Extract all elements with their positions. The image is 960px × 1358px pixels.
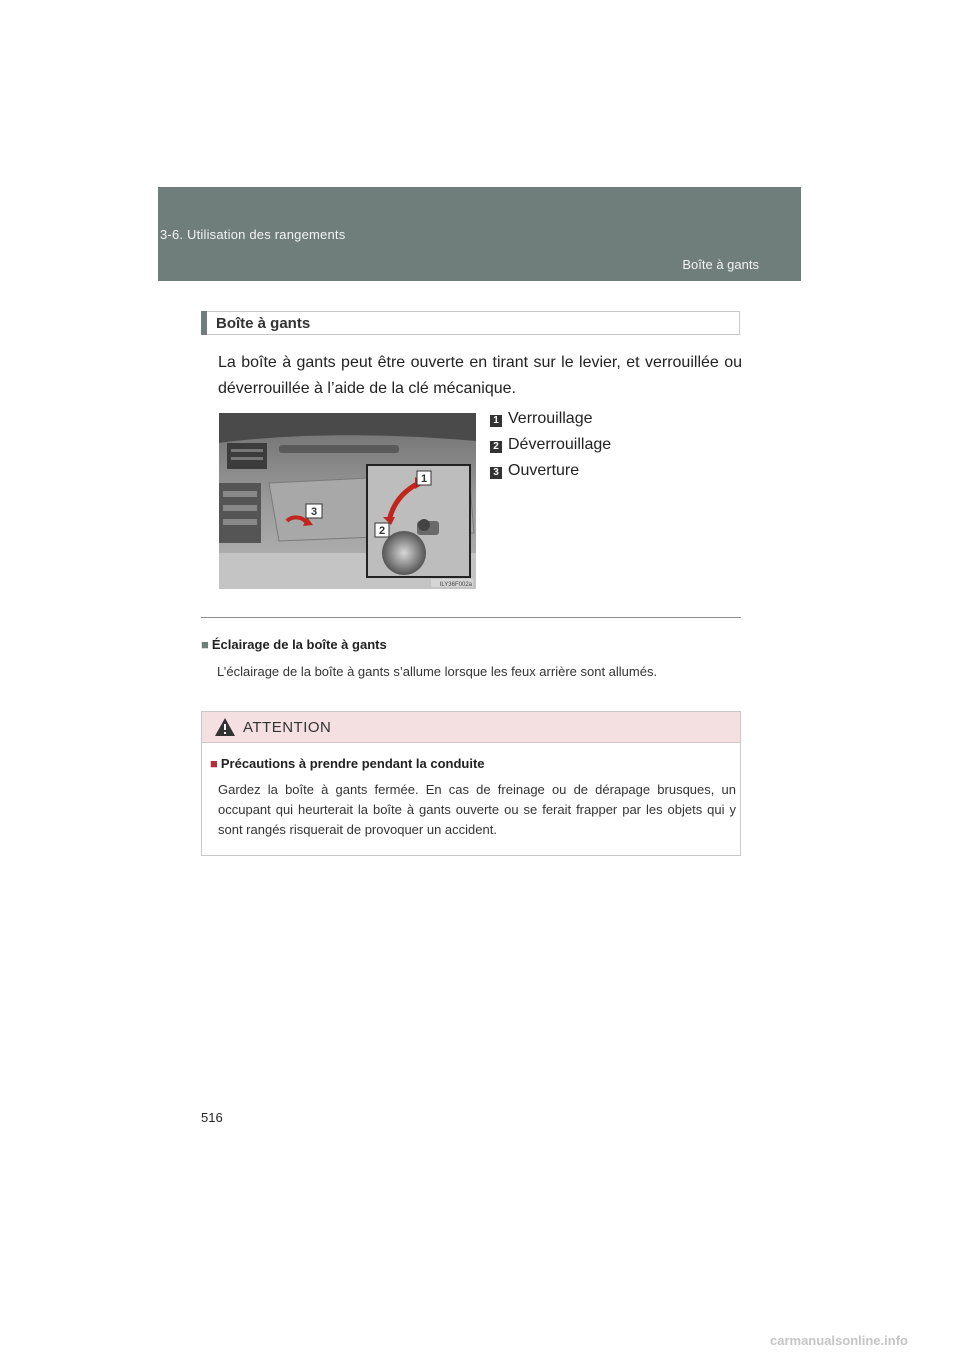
note-title — [201, 637, 741, 652]
section-heading — [201, 311, 740, 335]
heading-accent-bar — [201, 311, 207, 335]
warning-triangle-icon — [214, 717, 236, 737]
section-heading-text: Boîte à gants — [216, 315, 311, 332]
dashboard-illustration — [219, 413, 476, 589]
info-note — [201, 637, 741, 679]
square-bullet-icon: ■ — [201, 637, 209, 652]
callout-number: 2 — [490, 441, 502, 453]
warning-body: Gardez la boîte à gants fermée. En cas de freinage ou de dérapage brusques, un occupant qui heurterait la boîte à gants ouverte ou se ferait frapper par les objets qui y sont rangés risquerait de provoquer un accident. — [218, 782, 736, 837]
callout-label: Déverrouillage — [508, 436, 612, 453]
section-label: Boîte à gants — [682, 257, 759, 272]
chapter-title: 3-6. Utilisation des rangements — [160, 227, 346, 242]
note-body: L’éclairage de la boîte à gants s’allume lorsque les feux arrière sont allumés. — [217, 664, 658, 679]
figure-code: ILY36F002a — [439, 582, 472, 588]
svg-text:2: 2 — [378, 525, 386, 537]
callout-label: Ouverture — [508, 462, 580, 479]
page-number: 516 — [201, 1110, 223, 1125]
watermark: carmanualsonline.info — [770, 1333, 908, 1348]
callout-label: Verrouillage — [508, 410, 593, 427]
callout-number: 1 — [490, 415, 502, 427]
section-divider — [201, 617, 741, 618]
warning-heading: ATTENTION — [243, 719, 332, 736]
svg-text:1: 1 — [420, 473, 428, 485]
glove-box-photo — [219, 413, 476, 589]
warning-title-text: Précautions à prendre pendant la conduite — [220, 756, 485, 771]
warning-box — [201, 711, 741, 856]
note-title-text: Éclairage de la boîte à gants — [211, 637, 387, 652]
intro-paragraph: La boîte à gants peut être ouverte en tirant sur le levier, et verrouillée ou déverrouillée à l’aide de la clé mécanique. — [218, 354, 742, 397]
page-header — [158, 187, 801, 281]
callout-number: 3 — [490, 467, 502, 479]
warning-header — [202, 712, 740, 743]
square-bullet-icon: ■ — [210, 756, 218, 771]
warning-title — [210, 756, 485, 771]
svg-text:3: 3 — [310, 506, 318, 518]
